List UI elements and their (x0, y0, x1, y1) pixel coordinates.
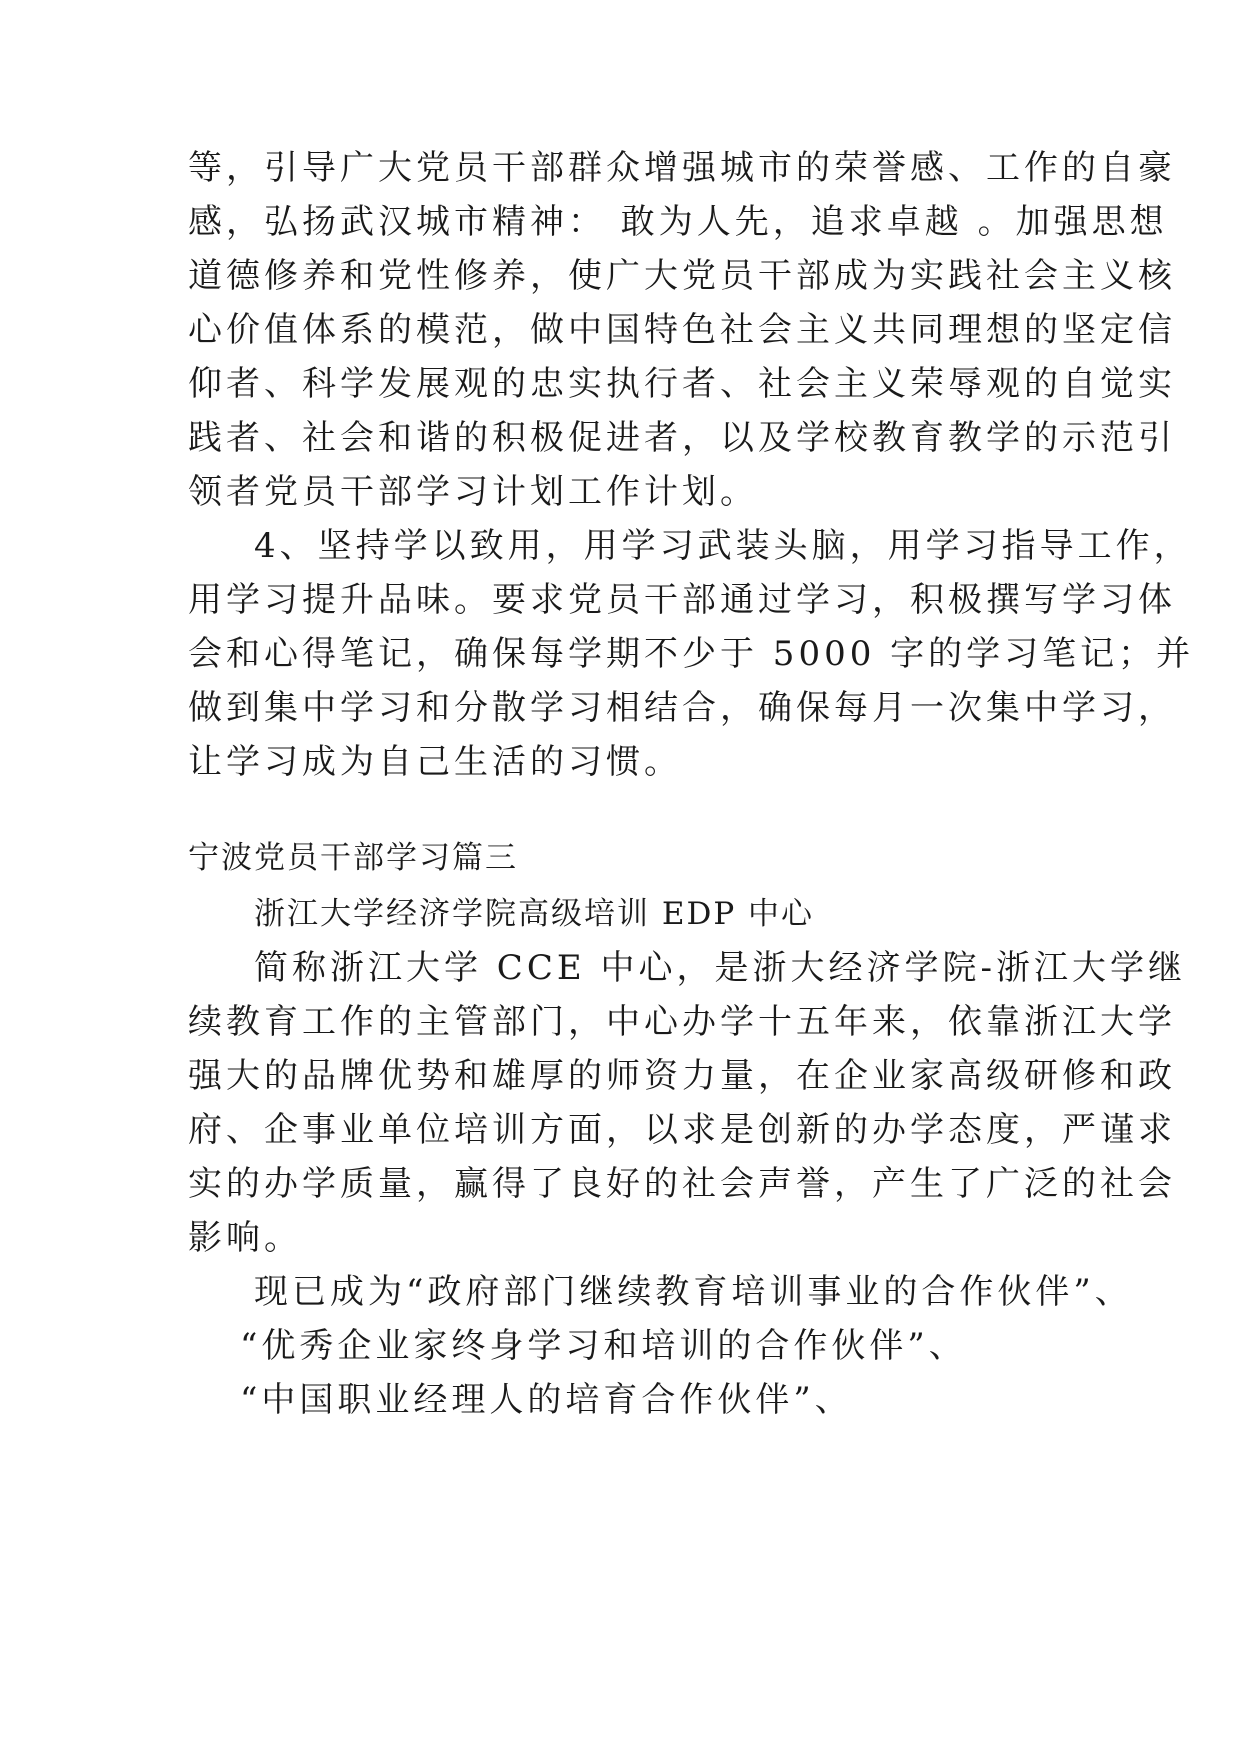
paragraph1-line-2: 感，弘扬武汉城市精神： 敢为人先，追求卓越 。加强思想 (188, 202, 1168, 242)
paragraph4-line-2: “优秀企业家终身学习和培训的合作伙伴”、 (240, 1326, 967, 1366)
paragraph3-line-5: 实的办学质量，赢得了良好的社会声誉，产生了广泛的社会 (188, 1164, 1176, 1204)
org-name: 浙江大学经济学院高级培训 EDP 中心 (254, 896, 815, 932)
paragraph4-line-1: 现已成为“政府部门继续教育培训事业的合作伙伴”、 (254, 1272, 1133, 1312)
paragraph2-line-5: 让学习成为自己生活的习惯。 (188, 742, 682, 782)
paragraph1-line-6: 践者、社会和谐的积极促进者，以及学校教育教学的示范引 (188, 418, 1176, 458)
paragraph2-line-2: 用学习提升品味。要求党员干部通过学习，积极撰写学习体 (188, 580, 1176, 620)
section-heading: 宁波党员干部学习篇三 (188, 840, 518, 876)
paragraph1-line-3: 道德修养和党性修养，使广大党员干部成为实践社会主义核 (188, 256, 1176, 296)
paragraph3-line-3: 强大的品牌优势和雄厚的师资力量，在企业家高级研修和政 (188, 1056, 1176, 1096)
paragraph1-line-1: 等，引导广大党员干部群众增强城市的荣誉感、工作的自豪 (188, 148, 1176, 188)
paragraph2-line-3: 会和心得笔记，确保每学期不少于 5000 字的学习笔记；并 (188, 634, 1195, 674)
paragraph1-line-4: 心价值体系的模范，做中国特色社会主义共同理想的坚定信 (188, 310, 1176, 350)
paragraph1-line-5: 仰者、科学发展观的忠实执行者、社会主义荣辱观的自觉实 (188, 364, 1176, 404)
paragraph3-line-1: 简称浙江大学 CCE 中心，是浙大经济学院-浙江大学继 (254, 948, 1186, 988)
paragraph1-line-7: 领者党员干部学习计划工作计划。 (188, 472, 758, 512)
paragraph3-line-4: 府、企事业单位培训方面，以求是创新的办学态度，严谨求 (188, 1110, 1176, 1150)
paragraph2-line-4: 做到集中学习和分散学习相结合，确保每月一次集中学习， (188, 688, 1176, 728)
paragraph3-line-2: 续教育工作的主管部门，中心办学十五年来，依靠浙江大学 (188, 1002, 1176, 1042)
paragraph2-line-1: 4、坚持学以致用，用学习武装头脑，用学习指导工作， (254, 526, 1192, 566)
paragraph4-line-3: “中国职业经理人的培育合作伙伴”、 (240, 1380, 853, 1420)
paragraph3-line-6: 影响。 (188, 1218, 302, 1258)
